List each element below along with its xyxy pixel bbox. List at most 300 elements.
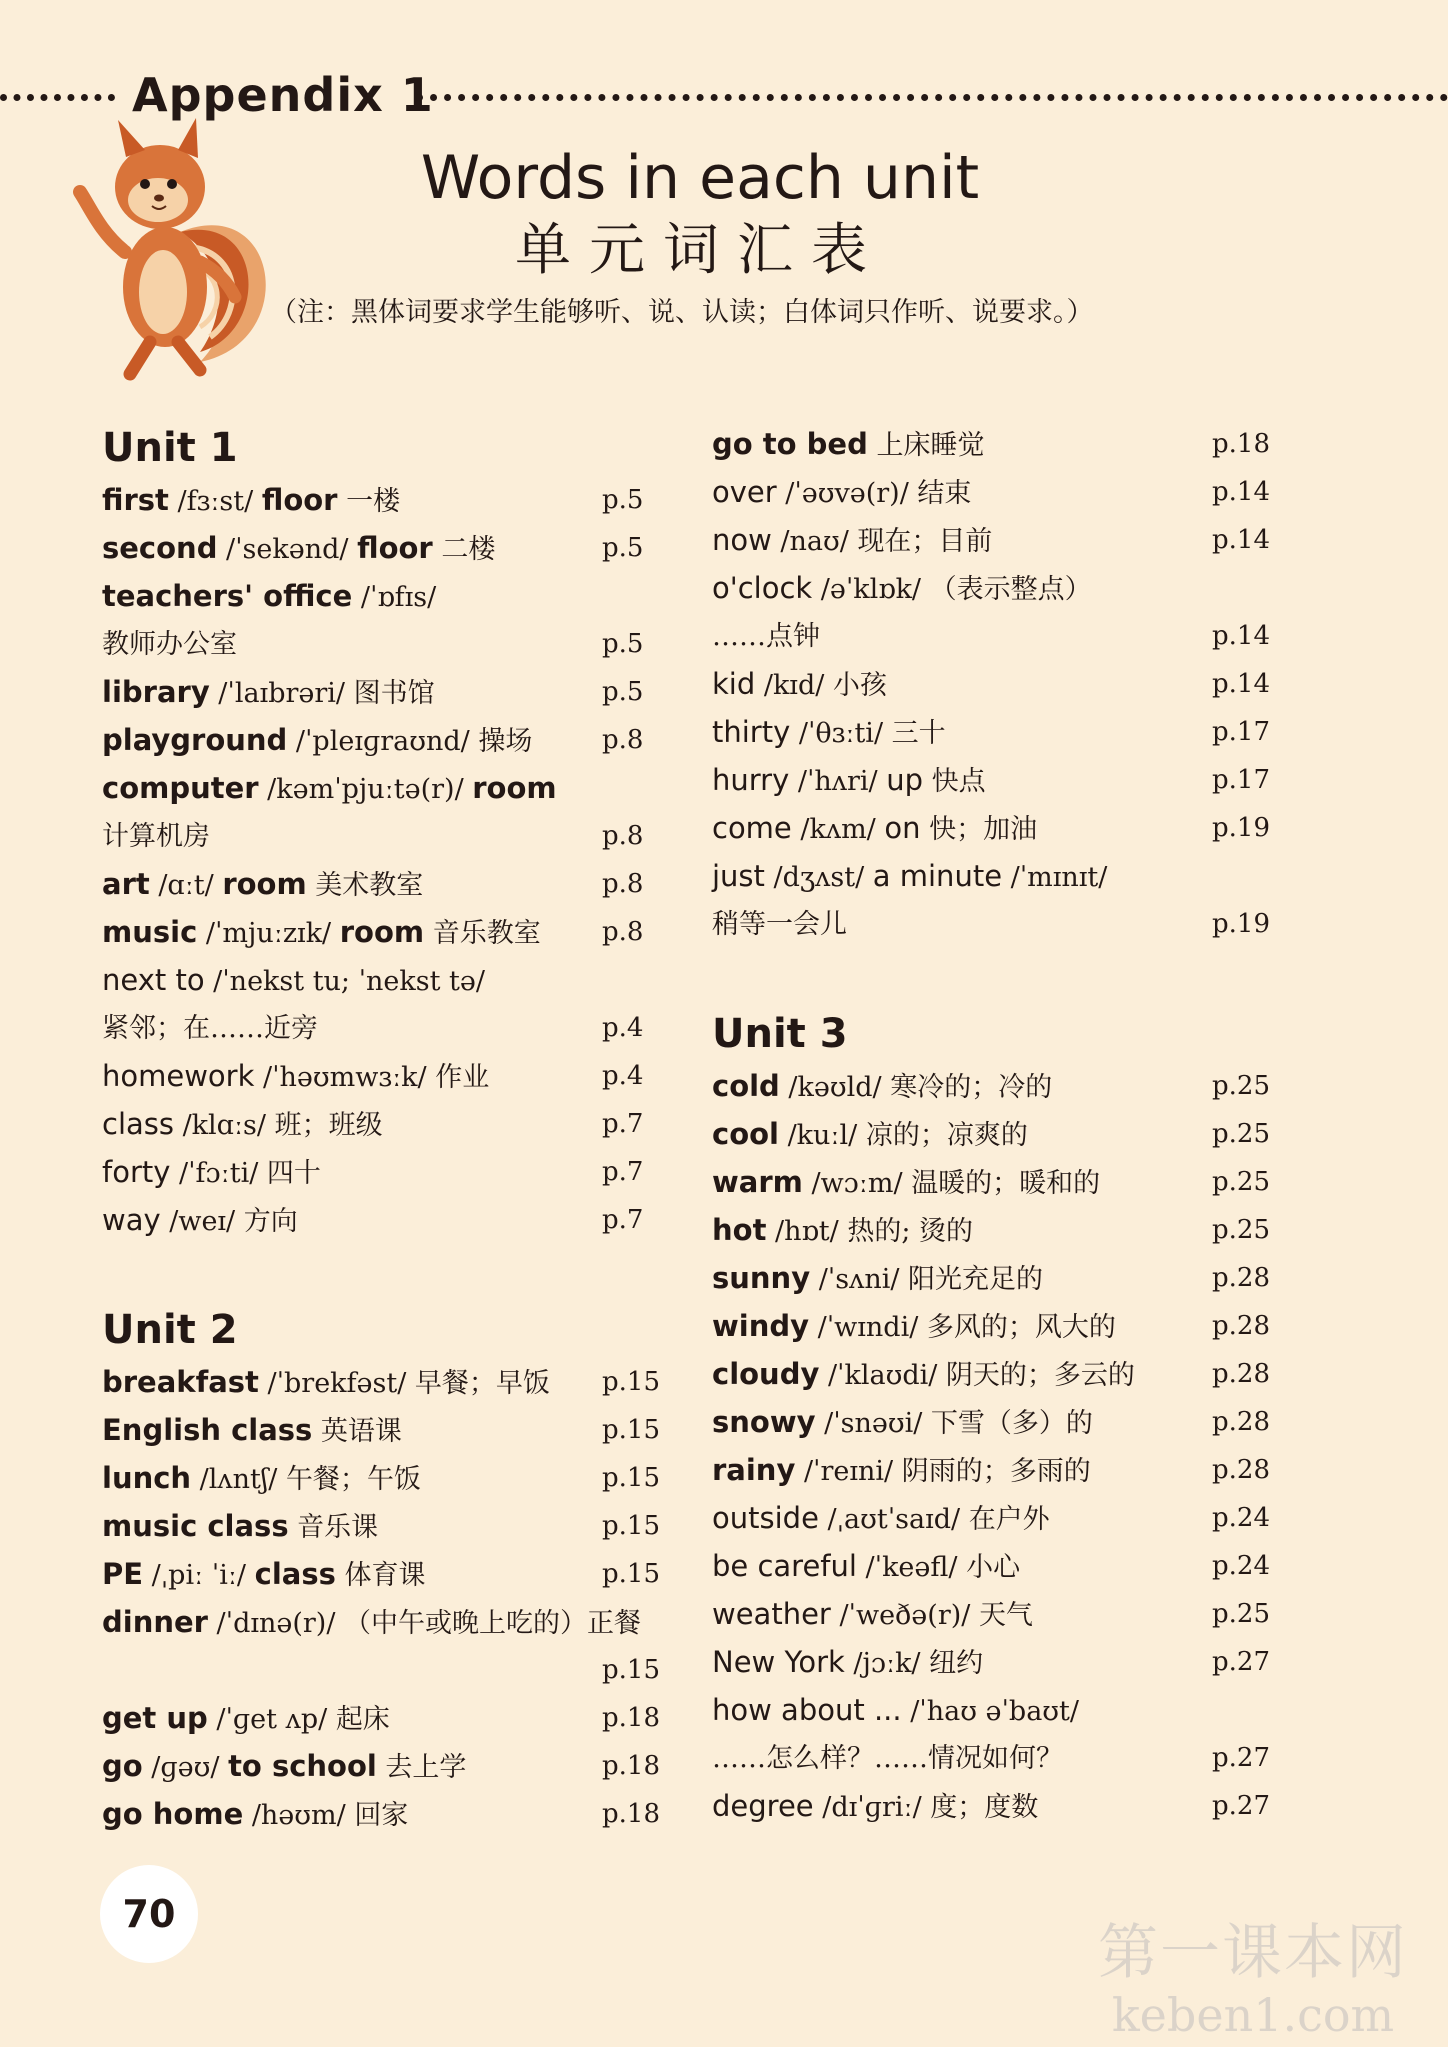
vocab-entry-text [102, 819, 210, 852]
page-reference: p.14 [1212, 669, 1270, 699]
english-word: PE [102, 1557, 144, 1591]
vocab-entry [102, 1598, 662, 1646]
unit-heading: Unit 2 [102, 1307, 238, 1353]
squirrel-illustration [60, 112, 290, 382]
page-reference: p.7 [602, 1157, 644, 1187]
vocab-entry-text [712, 1550, 1020, 1583]
vocab-entry [102, 1100, 662, 1148]
phonetic: /dʒʌst/ [764, 862, 873, 893]
page-reference: p.25 [1212, 1215, 1270, 1245]
english-word: next to [102, 963, 205, 997]
vocabulary-column-left [102, 420, 662, 1838]
vocab-entry [712, 660, 1272, 708]
vocab-entry-text [102, 1060, 489, 1093]
vocab-entry-text [102, 1204, 298, 1237]
vocab-entry [102, 1196, 662, 1244]
chinese-meaning: 方向 [243, 1206, 298, 1237]
chinese-meaning: 快点 [923, 766, 986, 797]
vocab-entry-text [102, 1108, 383, 1141]
vocab-entry [102, 1646, 662, 1694]
english-word: room [222, 867, 307, 901]
vocab-entry [712, 1158, 1272, 1206]
page-reference: p.7 [602, 1205, 644, 1235]
english-word: first [102, 483, 169, 517]
chinese-meaning: 多风的；风大的 [926, 1312, 1116, 1343]
phonetic: /jɔːk/ [844, 1648, 930, 1679]
phonetic: /ɑːt/ [149, 870, 223, 901]
page-reference: p.28 [1212, 1311, 1270, 1341]
vocab-entry [102, 1550, 662, 1598]
vocab-entry [712, 1494, 1272, 1542]
vocab-entry-text [102, 580, 436, 613]
vocab-entry [102, 1694, 662, 1742]
vocab-entry [712, 420, 1272, 468]
vocab-entry [102, 572, 662, 620]
phonetic: /ˈnekst tu; ˈnekst tə/ [204, 966, 485, 997]
vocab-entry [712, 1590, 1272, 1638]
phonetic: /ˈɡet ʌp/ [207, 1704, 336, 1735]
vocab-entry [102, 908, 662, 956]
page-reference: p.19 [1212, 813, 1270, 843]
vocab-entry-text [102, 1366, 550, 1399]
phonetic: /ˈlaɪbrəri/ [209, 678, 354, 709]
page-reference: p.15 [602, 1559, 660, 1589]
english-word: windy [712, 1309, 810, 1343]
page-reference: p.15 [602, 1463, 660, 1493]
english-word: New York [712, 1645, 845, 1679]
phonetic: /kɪd/ [755, 670, 833, 701]
phonetic: /ɡəʊ/ [142, 1752, 229, 1783]
vocab-entry-text [712, 860, 1107, 893]
phonetic: /kʌm/ [791, 814, 885, 845]
phonetic: /ˈsnəʊi/ [815, 1408, 931, 1439]
vocab-entry [712, 1350, 1272, 1398]
english-word: go home [102, 1797, 244, 1831]
phonetic: /kəmˈpjuːtə(r)/ [258, 774, 473, 805]
english-word: forty [102, 1155, 171, 1189]
chinese-meaning: 紧邻；在……近旁 [102, 1013, 318, 1044]
dotted-rule-right [416, 94, 1448, 101]
chinese-meaning: 回家 [354, 1800, 409, 1831]
page-reference: p.5 [602, 533, 644, 563]
english-word: hot [712, 1213, 767, 1247]
phonetic: /əˈklɒk/ [812, 574, 930, 605]
english-word: lunch [102, 1461, 192, 1495]
english-word: music class [102, 1509, 289, 1543]
vocab-entry-text [712, 1070, 1052, 1103]
english-word: weather [712, 1597, 831, 1631]
chinese-meaning: 上床睡觉 [867, 430, 985, 461]
vocab-entry-text [712, 1118, 1028, 1151]
vocab-entry [102, 1454, 662, 1502]
page-reference: p.14 [1212, 525, 1270, 555]
vocab-entry [712, 1254, 1272, 1302]
page-note: （注：黑体词要求学生能够听、说、认读；白体词只作听、说要求。） [270, 297, 1094, 328]
page-reference: p.18 [602, 1799, 660, 1829]
phonetic: /dɪˈɡriː/ [813, 1792, 931, 1823]
english-word: come [712, 811, 792, 845]
phonetic: /ˈmɪnɪt/ [1002, 862, 1108, 893]
vocab-entry-text [712, 764, 986, 797]
page-reference: p.4 [602, 1061, 644, 1091]
vocab-entry-text [712, 1646, 983, 1679]
chinese-meaning: 午餐；午饭 [285, 1464, 421, 1495]
vocab-entry-text [102, 1510, 378, 1543]
english-word: computer [102, 771, 259, 805]
vocab-entry-text [102, 1462, 421, 1495]
watermark [1098, 1918, 1408, 2042]
vocab-entry-text [102, 627, 237, 660]
vocab-entry-text [712, 1310, 1116, 1343]
page-reference: p.5 [602, 629, 644, 659]
phonetic: /ˈweðə(r)/ [830, 1600, 979, 1631]
english-word: homework [102, 1059, 255, 1093]
phonetic: /naʊ/ [771, 526, 858, 557]
english-word: how about ... [712, 1693, 902, 1727]
page-title-english: Words in each unit [420, 143, 980, 213]
page-reference: p.28 [1212, 1455, 1270, 1485]
vocab-entry-text [712, 1694, 1079, 1727]
chinese-meaning: 教师办公室 [102, 629, 237, 660]
chinese-meaning: 美术教室 [306, 870, 424, 901]
vocab-entry [102, 476, 662, 524]
vocab-entry [712, 1638, 1272, 1686]
chinese-meaning: 去上学 [376, 1752, 467, 1783]
vocab-entry [102, 956, 662, 1004]
vocab-entry-text [712, 1790, 1038, 1823]
english-word: kid [712, 667, 756, 701]
page-reference: p.24 [1212, 1551, 1270, 1581]
english-word: now [712, 523, 772, 557]
page-reference: p.25 [1212, 1119, 1270, 1149]
chinese-meaning: 寒冷的；冷的 [890, 1072, 1053, 1103]
vocab-entry [102, 1148, 662, 1196]
page-reference: p.28 [1212, 1359, 1270, 1389]
vocab-entry-text [712, 524, 992, 557]
chinese-meaning: 快；加油 [920, 814, 1038, 845]
page-reference: p.28 [1212, 1407, 1270, 1437]
vocab-entry-text [102, 532, 495, 565]
english-word: rainy [712, 1453, 796, 1487]
phonetic: /ˈsekənd/ [217, 534, 358, 565]
chinese-meaning: 温暖的；暖和的 [911, 1168, 1101, 1199]
page-reference: p.17 [1212, 717, 1270, 747]
vocab-entry-text [102, 964, 485, 997]
vocab-entry [102, 1742, 662, 1790]
chinese-meaning: ……怎么样？……情况如何？ [712, 1743, 1063, 1774]
phonetic: /həʊm/ [243, 1800, 355, 1831]
chinese-meaning: 现在；目前 [857, 526, 993, 557]
page-reference: p.4 [602, 1013, 644, 1043]
vocab-entry [102, 1406, 662, 1454]
vocab-entry-text [712, 907, 847, 940]
watermark-url: keben1.com [1111, 1988, 1395, 2042]
vocab-entry [102, 1358, 662, 1406]
english-word: class [102, 1107, 174, 1141]
english-word: thirty [712, 715, 791, 749]
chinese-meaning: 天气 [978, 1600, 1033, 1631]
page-reference: p.15 [602, 1367, 660, 1397]
english-word: just [712, 859, 765, 893]
chinese-meaning: 在户外 [968, 1504, 1050, 1535]
english-word: floor [357, 531, 433, 565]
vocab-entry-text [102, 772, 557, 805]
phonetic: /ˈwɪndi/ [809, 1312, 927, 1343]
phonetic: /ˈkeəfl/ [856, 1552, 967, 1583]
english-word: class [254, 1557, 336, 1591]
vocab-entry [102, 764, 662, 812]
phonetic: /kuːl/ [778, 1120, 866, 1151]
page-reference: p.27 [1212, 1791, 1270, 1821]
english-word: breakfast [102, 1365, 259, 1399]
chinese-meaning: 纽约 [929, 1648, 984, 1679]
page-reference: p.24 [1212, 1503, 1270, 1533]
chinese-meaning: 早餐；早饭 [414, 1368, 550, 1399]
vocab-entry-text [712, 619, 820, 652]
english-word: a minute [872, 859, 1003, 893]
phonetic: /ˈdɪnə(r)/ [207, 1608, 345, 1639]
phonetic: /ˌaʊtˈsaɪd/ [818, 1504, 969, 1535]
chinese-meaning: 四十 [266, 1158, 321, 1189]
vocab-entry-text [102, 1798, 408, 1831]
page-reference: p.8 [602, 917, 644, 947]
page-reference: p.8 [602, 821, 644, 851]
english-word: cold [712, 1069, 780, 1103]
phonetic: /ˈsʌni/ [810, 1264, 909, 1295]
vocab-entry [102, 860, 662, 908]
phonetic: /hɒt/ [766, 1216, 848, 1247]
english-word: teachers' office [102, 579, 353, 613]
phonetic: /fɜːst/ [168, 486, 262, 517]
chinese-meaning: （表示整点） [929, 574, 1092, 605]
phonetic: /ˈklaʊdi/ [819, 1360, 946, 1391]
vocab-entry [712, 1206, 1272, 1254]
page-reference: p.17 [1212, 765, 1270, 795]
vocab-entry-text [102, 916, 541, 949]
english-word: second [102, 531, 218, 565]
vocab-entry-text [712, 668, 887, 701]
vocab-entry [712, 1782, 1272, 1830]
chinese-meaning: 班；班级 [274, 1110, 383, 1141]
chinese-meaning: ……点钟 [712, 621, 820, 652]
page-reference: p.18 [602, 1703, 660, 1733]
vocab-entry [712, 852, 1272, 900]
english-word: outside [712, 1501, 819, 1535]
phonetic: /kəʊld/ [779, 1072, 891, 1103]
vocab-entry [712, 708, 1272, 756]
vocab-entry-text [712, 1502, 1050, 1535]
vocab-entry-text [712, 1214, 973, 1247]
page-reference: p.5 [602, 677, 644, 707]
page-reference: p.25 [1212, 1599, 1270, 1629]
english-word: room [339, 915, 425, 949]
english-word: dinner [102, 1605, 208, 1639]
english-word: cool [712, 1117, 779, 1151]
page-reference: p.7 [602, 1109, 644, 1139]
chinese-meaning: 阴雨的；多雨的 [901, 1456, 1091, 1487]
phonetic: /ˈreɪni/ [795, 1456, 902, 1487]
vocab-entry [102, 1052, 662, 1100]
phonetic: /ˈhəʊmwɜːk/ [254, 1062, 436, 1093]
english-word: music [102, 915, 198, 949]
english-word: o'clock [712, 571, 813, 605]
page-reference: p.5 [602, 485, 644, 515]
page-reference: p.15 [602, 1415, 660, 1445]
unit-spacer [102, 1244, 662, 1302]
vocab-entry [712, 516, 1272, 564]
vocab-entry-text [102, 868, 423, 901]
vocab-entry-text [712, 1454, 1091, 1487]
vocab-entry [712, 900, 1272, 948]
chinese-meaning: 作业 [435, 1062, 490, 1093]
vocab-entry-text [712, 1598, 1033, 1631]
chinese-meaning: 下雪（多）的 [930, 1408, 1093, 1439]
chinese-meaning: 小心 [966, 1552, 1021, 1583]
page-reference: p.27 [1212, 1647, 1270, 1677]
vocab-entry-text [102, 1011, 318, 1044]
chinese-meaning: 小孩 [832, 670, 887, 701]
english-word: snowy [712, 1405, 816, 1439]
vocab-entry-text [712, 428, 984, 461]
english-word: go [102, 1749, 143, 1783]
vocab-entry [712, 1734, 1272, 1782]
vocab-entry [712, 1110, 1272, 1158]
phonetic: /ˈbrekfəst/ [258, 1368, 415, 1399]
chinese-meaning: 计算机房 [102, 821, 210, 852]
chinese-meaning: 度；度数 [930, 1792, 1039, 1823]
vocab-entry-text [712, 1262, 1043, 1295]
chinese-meaning: 操场 [478, 726, 533, 757]
page-reference: p.25 [1212, 1167, 1270, 1197]
vocab-entry-text [712, 1166, 1100, 1199]
page-title-chinese: 单元词汇表 [515, 218, 885, 283]
vocab-entry-text [712, 1406, 1093, 1439]
page-reference: p.8 [602, 725, 644, 755]
vocab-entry-text [102, 1414, 402, 1447]
english-word: warm [712, 1165, 803, 1199]
chinese-meaning: 英语课 [312, 1416, 402, 1447]
vocab-entry [102, 812, 662, 860]
page-reference: p.25 [1212, 1071, 1270, 1101]
vocab-entry [102, 668, 662, 716]
phonetic: /weɪ/ [160, 1206, 244, 1237]
chinese-meaning: 阴天的；多云的 [945, 1360, 1135, 1391]
page-reference: p.18 [1212, 429, 1270, 459]
vocab-entry-text [102, 1558, 425, 1591]
vocab-entry-text [712, 476, 971, 509]
vocab-entry-text [712, 1358, 1135, 1391]
phonetic: /klɑːs/ [174, 1110, 275, 1141]
english-word: get up [102, 1701, 208, 1735]
english-word: on [884, 811, 921, 845]
watermark-chinese: 第一课本网 [1098, 1918, 1408, 1988]
english-word: floor [261, 483, 338, 517]
vocab-entry [712, 1542, 1272, 1590]
vocab-entry-text [102, 1702, 390, 1735]
dotted-rule-left [0, 94, 115, 101]
phonetic: /ˈpleɪɡraʊnd/ [287, 726, 479, 757]
chinese-meaning: （中午或晚上吃的）正餐 [344, 1608, 642, 1639]
vocab-entry [102, 620, 662, 668]
chinese-meaning: 音乐教室 [424, 918, 541, 949]
chinese-meaning: 体育课 [335, 1560, 426, 1591]
vocab-entry [712, 564, 1272, 612]
english-word: go to bed [712, 427, 868, 461]
phonetic: /ˌpiː ˈiː/ [143, 1560, 255, 1591]
vocab-entry [712, 612, 1272, 660]
english-word: English class [102, 1413, 313, 1447]
chinese-meaning: 热的; 烫的 [847, 1216, 974, 1247]
chinese-meaning: 音乐课 [288, 1512, 379, 1543]
vocab-entry-text [102, 1606, 641, 1639]
page-reference: p.19 [1212, 909, 1270, 939]
english-word: cloudy [712, 1357, 820, 1391]
phonetic: /wɔːm/ [802, 1168, 912, 1199]
page-reference: p.18 [602, 1751, 660, 1781]
english-word: hurry [712, 763, 790, 797]
vocab-entry [102, 1004, 662, 1052]
vocab-entry [102, 1502, 662, 1550]
vocab-entry [712, 1686, 1272, 1734]
vocab-entry-text [102, 1156, 321, 1189]
page-reference: p.28 [1212, 1263, 1270, 1293]
chinese-meaning: 凉的；凉爽的 [865, 1120, 1028, 1151]
chinese-meaning: 结束 [917, 478, 972, 509]
page-reference: p.14 [1212, 621, 1270, 651]
vocab-entry [102, 524, 662, 572]
chinese-meaning: 一楼 [337, 486, 401, 517]
phonetic: /ˈfɔːti/ [170, 1158, 267, 1189]
vocab-entry-text [712, 572, 1092, 605]
english-word: library [102, 675, 210, 709]
page-reference: p.8 [602, 869, 644, 899]
chinese-meaning: 二楼 [432, 534, 496, 565]
page-reference: p.15 [602, 1511, 660, 1541]
unit-heading: Unit 3 [712, 1011, 848, 1057]
vocab-entry-text [712, 812, 1037, 845]
chinese-meaning: 起床 [335, 1704, 390, 1735]
page-reference: p.27 [1212, 1743, 1270, 1773]
english-word: degree [712, 1789, 814, 1823]
phonetic: /lʌntʃ/ [191, 1464, 286, 1495]
unit-heading: Unit 1 [102, 425, 238, 471]
vocab-entry-text [102, 1750, 466, 1783]
vocab-entry-text [102, 484, 400, 517]
english-word: be careful [712, 1549, 857, 1583]
chinese-meaning: 阳光充足的 [908, 1264, 1044, 1295]
chinese-meaning: 图书馆 [353, 678, 435, 709]
vocabulary-column-right [712, 420, 1272, 1830]
phonetic: /ˈɒfɪs/ [352, 582, 437, 613]
phonetic: /ˈθɜːti/ [790, 718, 892, 749]
english-word: way [102, 1203, 161, 1237]
english-word: art [102, 867, 150, 901]
english-word: sunny [712, 1261, 811, 1295]
phonetic: /ˈmjuːzɪk/ [197, 918, 340, 949]
vocab-entry [712, 1062, 1272, 1110]
page-reference: p.15 [602, 1655, 660, 1685]
appendix-title: Appendix 1 [132, 68, 434, 122]
vocab-entry [712, 1446, 1272, 1494]
english-word: room [472, 771, 557, 805]
english-word: to school [228, 1749, 377, 1783]
page-reference: p.14 [1212, 477, 1270, 507]
vocab-entry [102, 716, 662, 764]
english-word: over [712, 475, 777, 509]
vocab-entry-text [102, 724, 532, 757]
vocab-entry-text [712, 716, 946, 749]
phonetic: /ˈhʌri/ [789, 766, 887, 797]
